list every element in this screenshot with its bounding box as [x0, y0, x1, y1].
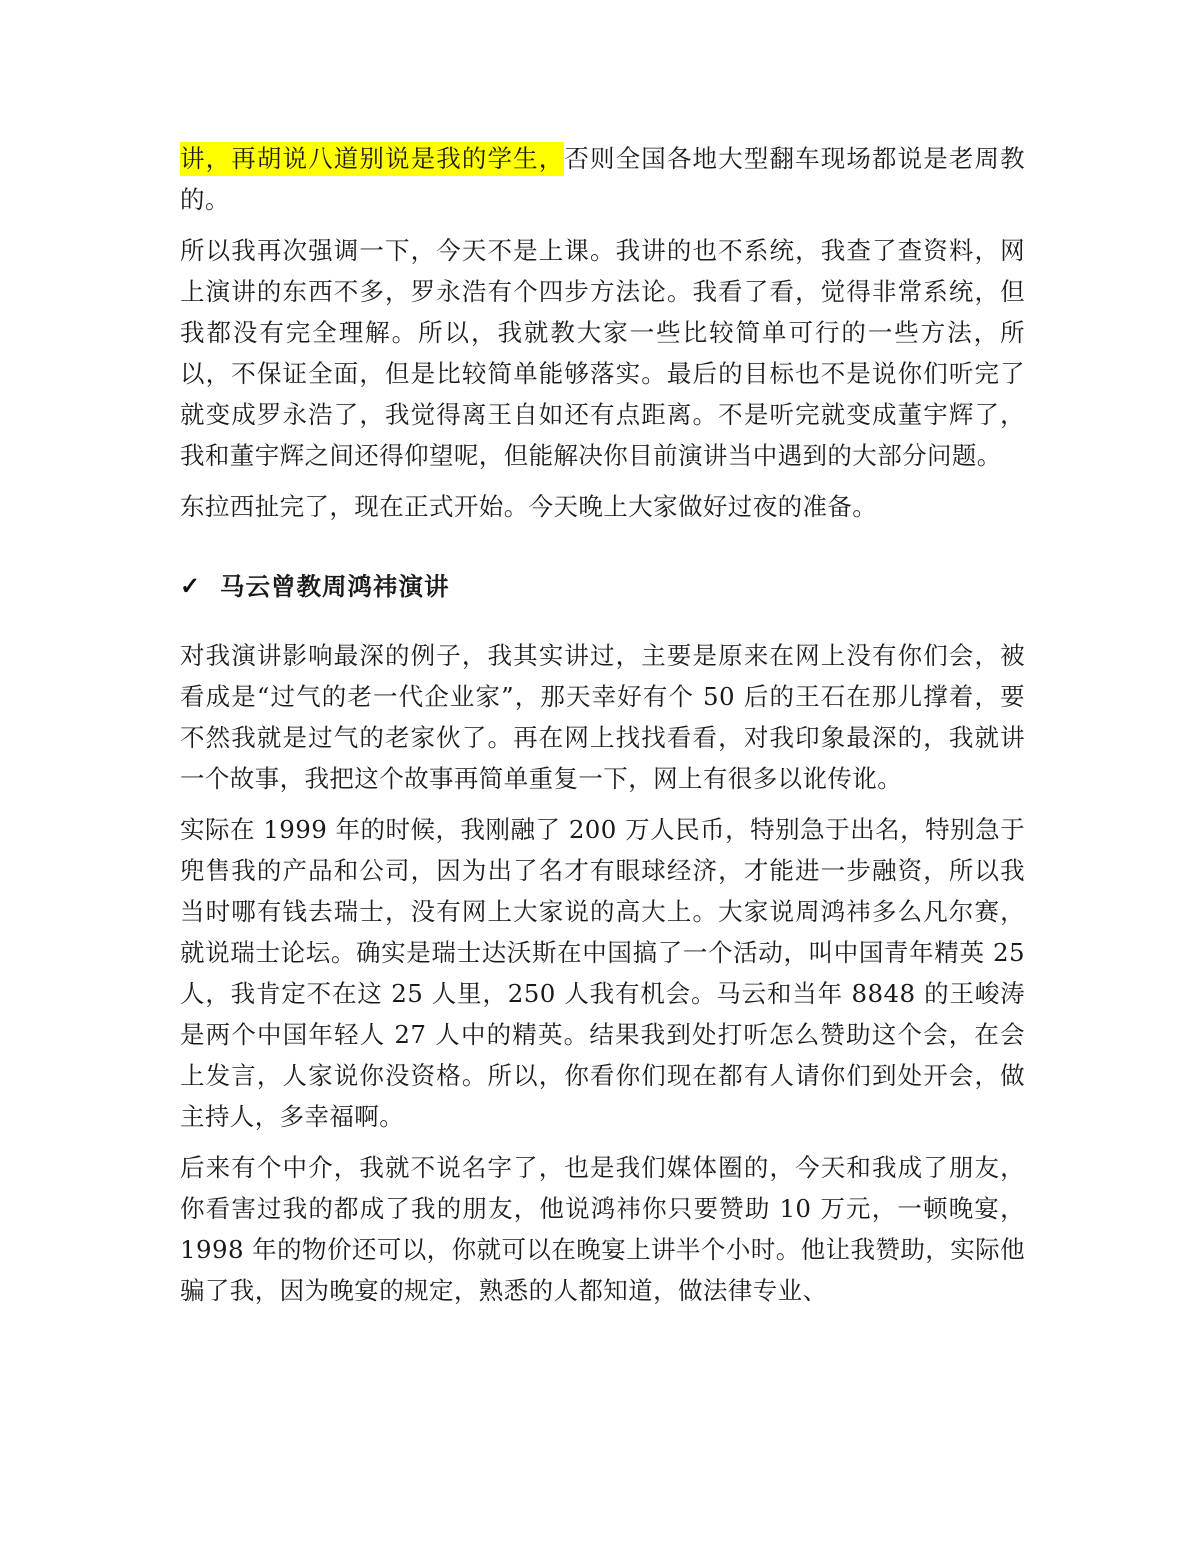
section-heading-title: 马云曾教周鸿祎演讲: [220, 571, 450, 601]
checkmark-icon: ✓: [180, 570, 201, 600]
document-page: [180, 138, 1025, 1321]
paragraph-6: 后来有个中介，我就不说名字了，也是我们媒体圈的，今天和我成了朋友，你看害过我的都成了我的朋友，他说鸿祎你只要赞助 10 万元，一顿晚宴，1998 年的物价还可以，你就可以在晚宴上讲半个小时。他让我赞助，实际他骗了我，因为晚宴的规定，熟悉的人都知道，做法律专业、: [180, 1153, 1025, 1305]
highlighted-text: 讲，再胡说八道别说是我的学生，: [180, 142, 564, 176]
paragraph-2: 所以我再次强调一下，今天不是上课。我讲的也不系统，我查了查资料，网上演讲的东西不多，罗永浩有个四步方法论。我看了看，觉得非常系统，但我都没有完全理解。所以，我就教大家一些比较简单可行的一些方法，所以，不保证全面，但是比较简单能够落实。最后的目标也不是说你们听完了就变成罗永浩了，我觉得离王自如还有点距离。不是听完就变成董宇辉了，我和董宇辉之间还得仰望呢，但能解决你目前演讲当中遇到的大部分问题。: [180, 236, 1025, 470]
paragraph-5: 实际在 1999 年的时候，我刚融了 200 万人民币，特别急于出名，特别急于兜售我的产品和公司，因为出了名才有眼球经济，才能进一步融资，所以我当时哪有钱去瑞士，没有网上大家说的高大上。大家说周鸿祎多么凡尔赛，就说瑞士论坛。确实是瑞士达沃斯在中国搞了一个活动，叫中国青年精英 25 人，我肯定不在这 25 人里，250 人我有机会。马云和当年 8848 的王峻涛是两个中国年轻人 27 人中的精英。结果我到处打听怎么赞助这个会，在会上发言，人家说你没资格。所以，你看你们现在都有人请你们到处开会，做主持人，多幸福啊。: [180, 815, 1025, 1131]
paragraph-1: [180, 138, 1025, 220]
paragraph-3: 东拉西扯完了，现在正式开始。今天晚上大家做好过夜的准备。: [180, 492, 878, 521]
paragraph-1-text: 否则全国各地大型翻车现场都说是老周教的。: [180, 144, 1025, 214]
section-heading: [180, 565, 1025, 605]
paragraph-4: 对我演讲影响最深的例子，我其实讲过，主要是原来在网上没有你们会，被看成是“过气的老一代企业家”，那天幸好有个 50 后的王石在那儿撑着，要不然我就是过气的老家伙了。再在网上找找看看，对我印象最深的，我就讲一个故事，我把这个故事再简单重复一下，网上有很多以讹传讹。: [180, 641, 1025, 793]
